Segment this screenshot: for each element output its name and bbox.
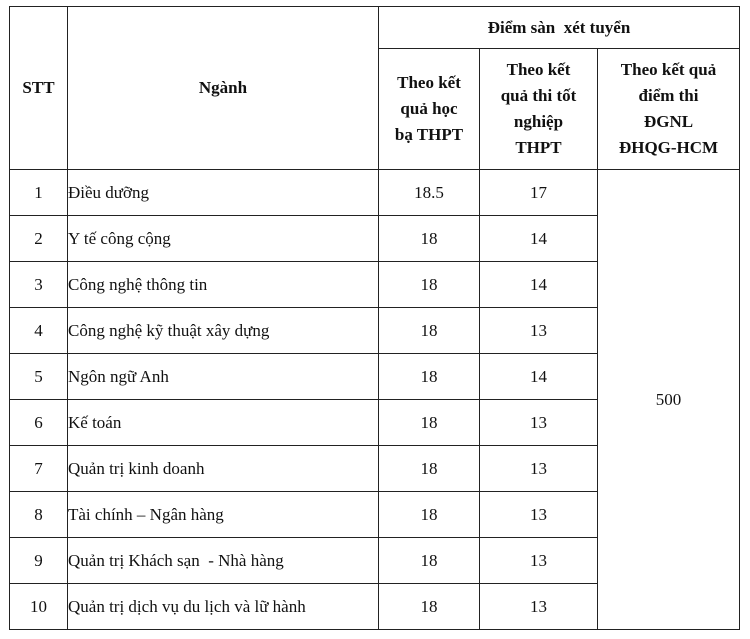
header-dgnl-line-2: điểm thi — [638, 86, 699, 105]
row-thpt: 13 — [480, 492, 598, 538]
header-dgnl-line-4: ĐHQG-HCM — [618, 138, 719, 157]
row-hocba: 18 — [379, 538, 480, 584]
row-hocba: 18 — [379, 492, 480, 538]
row-stt: 1 — [10, 170, 68, 216]
admission-score-table — [9, 6, 740, 630]
row-thpt: 13 — [480, 538, 598, 584]
dgnl-score-cell: 500 — [598, 170, 740, 630]
row-stt: 10 — [10, 584, 68, 630]
header-hocba-line-3: bạ THPT — [394, 125, 464, 144]
row-thpt: 17 — [480, 170, 598, 216]
row-thpt: 14 — [480, 216, 598, 262]
row-major: Kế toán — [68, 400, 379, 446]
row-stt: 8 — [10, 492, 68, 538]
row-major: Y tế công cộng — [68, 216, 379, 262]
row-stt: 6 — [10, 400, 68, 446]
header-stt: STT — [10, 7, 68, 170]
row-stt: 4 — [10, 308, 68, 354]
row-hocba: 18 — [379, 216, 480, 262]
row-hocba: 18 — [379, 400, 480, 446]
row-major: Điều dưỡng — [68, 170, 379, 216]
row-hocba: 18 — [379, 308, 480, 354]
row-thpt: 14 — [480, 262, 598, 308]
row-hocba: 18.5 — [379, 170, 480, 216]
row-hocba: 18 — [379, 354, 480, 400]
header-hocba-line-1: Theo kết — [397, 73, 461, 92]
row-stt: 5 — [10, 354, 68, 400]
header-hocba-line-2: quả học — [400, 99, 458, 118]
row-hocba: 18 — [379, 584, 480, 630]
row-major: Quản trị kinh doanh — [68, 446, 379, 492]
table-row — [10, 170, 740, 216]
row-thpt: 13 — [480, 400, 598, 446]
header-major: Ngành — [68, 7, 379, 170]
row-hocba: 18 — [379, 262, 480, 308]
header-dgnl-line-1: Theo kết quả — [620, 60, 717, 79]
header-dgnl-line-3: ĐGNL — [643, 112, 694, 131]
row-stt: 3 — [10, 262, 68, 308]
header-thpt-line-3: nghiệp — [513, 112, 564, 131]
row-major: Ngôn ngữ Anh — [68, 354, 379, 400]
header-thpt — [480, 49, 598, 170]
header-thpt-line-2: quả thi tốt — [500, 86, 577, 105]
row-major: Công nghệ kỹ thuật xây dựng — [68, 308, 379, 354]
row-hocba: 18 — [379, 446, 480, 492]
row-stt: 2 — [10, 216, 68, 262]
row-thpt: 13 — [480, 584, 598, 630]
header-dgnl — [598, 49, 740, 170]
header-row-1 — [10, 7, 740, 49]
row-major: Tài chính – Ngân hàng — [68, 492, 379, 538]
header-thpt-line-1: Theo kết — [506, 60, 571, 79]
row-major: Công nghệ thông tin — [68, 262, 379, 308]
header-hocba — [379, 49, 480, 170]
row-thpt: 14 — [480, 354, 598, 400]
row-thpt: 13 — [480, 446, 598, 492]
header-score-group: Điểm sàn xét tuyển — [379, 7, 740, 49]
row-major: Quản trị Khách sạn - Nhà hàng — [68, 538, 379, 584]
row-stt: 9 — [10, 538, 68, 584]
row-major: Quản trị dịch vụ du lịch và lữ hành — [68, 584, 379, 630]
header-thpt-line-4: THPT — [515, 138, 562, 157]
row-stt: 7 — [10, 446, 68, 492]
row-thpt: 13 — [480, 308, 598, 354]
